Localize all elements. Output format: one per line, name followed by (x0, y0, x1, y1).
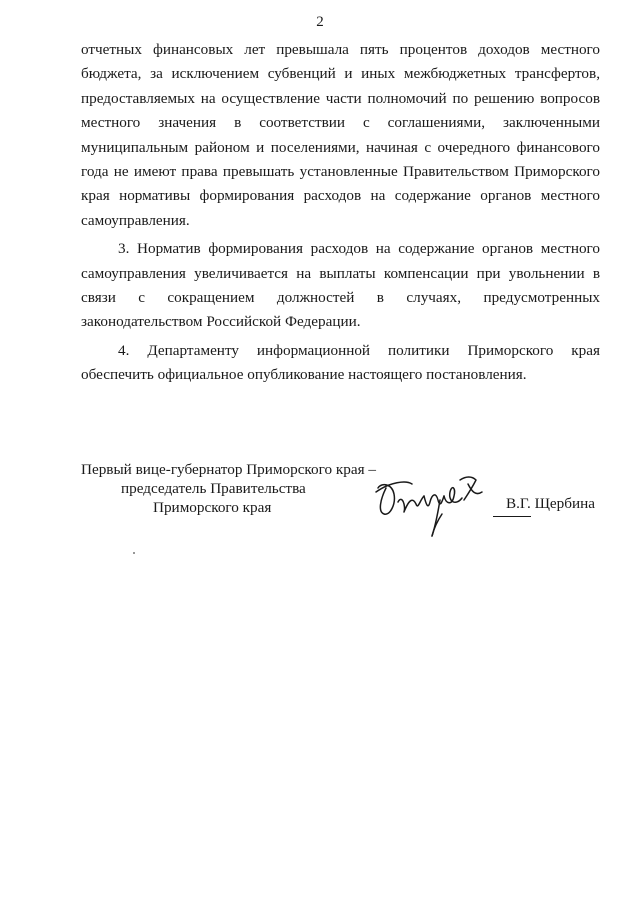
signature-block (81, 461, 600, 541)
paragraph-item-3: 3. Норматив формирования расходов на содержание органов местного самоуправления увеличивается на выплаты компенсации при увольнении в связи с сокращением должностей в случаях, предусмотренных законодательством Российской Федерации. (81, 240, 600, 331)
paragraph-continuation: отчетных финансовых лет превышала пять процентов доходов местного бюджета, за исключением субвенций и иных межбюджетных трансфертов, предоставляемых на осуществление части полномочий по решению вопросов местного значения в соответствии с соглашениями, заключенными муниципальным районом и поселениями, начиная с очередного финансового года не имеют права превышать установленные Правительством Приморского края нормативы формирования расходов на содержание органов местного самоуправления. (81, 41, 600, 229)
signer-title-line1: Первый вице-губернатор Приморского края – (81, 461, 376, 478)
signer-title-line2: председатель Правительства (121, 480, 306, 497)
paragraph-item-4: 4. Департаменту информационной политики Приморского края обеспечить официальное опубликование настоящего постановления. (81, 341, 600, 384)
scan-artifact (133, 552, 135, 554)
signature-underline (493, 516, 531, 517)
signer-name: В.Г. Щербина (506, 495, 595, 512)
signer-title-line3: Приморского края (153, 499, 272, 516)
document-body (81, 38, 600, 388)
page-number: 2 (316, 14, 324, 30)
handwritten-signature-icon (372, 470, 492, 542)
